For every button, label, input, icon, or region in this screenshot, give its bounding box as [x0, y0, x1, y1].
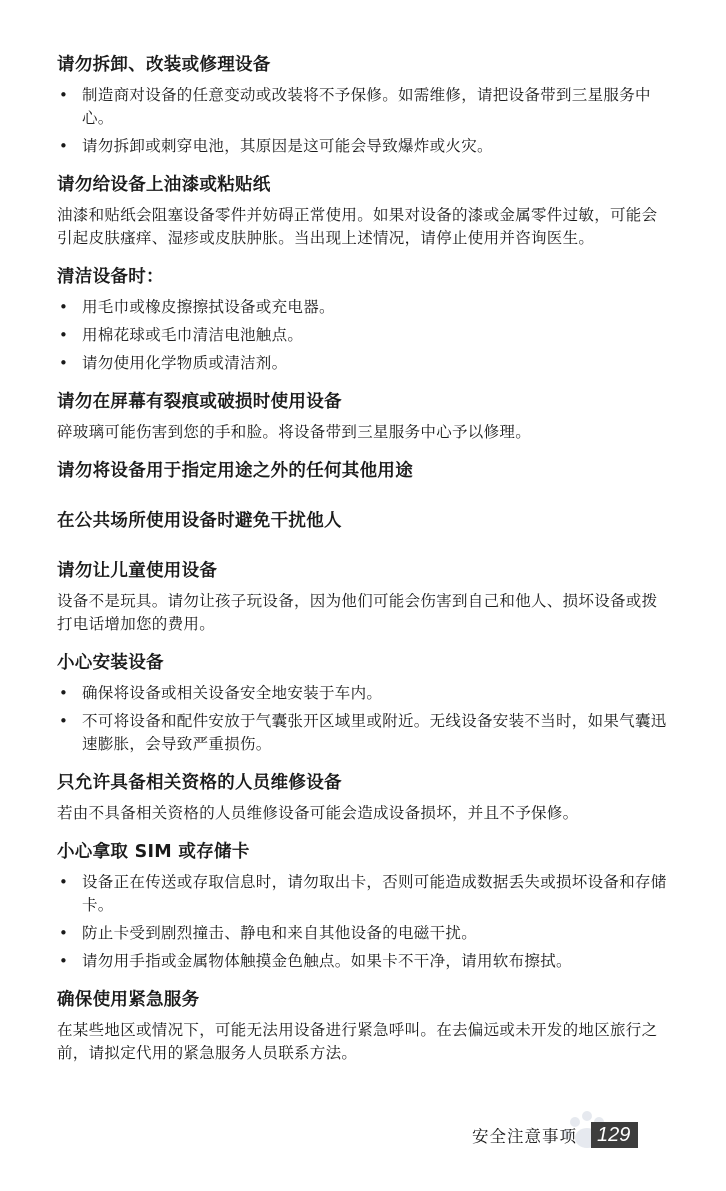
section-cleaning	[57, 264, 667, 375]
list-item	[57, 950, 667, 973]
section-body: 碎玻璃可能伤害到您的手和脸。将设备带到三星服务中心予以修理。	[57, 423, 532, 441]
section-no-disassembly	[57, 52, 667, 158]
bullet-icon: •	[59, 684, 69, 702]
bullet-icon: •	[59, 924, 69, 942]
list-item-text: 设备正在传送或存取信息时，请勿取出卡，否则可能造成数据丢失或损坏设备和存储卡。	[82, 873, 667, 914]
bullet-icon: •	[59, 298, 69, 316]
section-heading: 清洁设备时：	[57, 267, 164, 287]
bullet-icon: •	[59, 952, 69, 970]
section-heading: 请勿在屏幕有裂痕或破损时使用设备	[57, 392, 342, 412]
bullet-list	[57, 296, 667, 375]
list-item-text: 请勿使用化学物质或清洁剂。	[82, 354, 288, 372]
section-install	[57, 650, 667, 756]
section-heading: 小心拿取 SIM 或存储卡	[57, 842, 250, 862]
list-item	[57, 135, 667, 158]
section-heading: 请勿让儿童使用设备	[57, 561, 218, 581]
bullet-list	[57, 84, 667, 158]
section-body: 若由不具备相关资格的人员维修设备可能会造成设备损坏，并且不予保修。	[57, 804, 579, 822]
page-number: 129	[591, 1122, 638, 1148]
list-item-text: 制造商对设备的任意变动或改装将不予保修。如需维修，请把设备带到三星服务中心。	[82, 86, 651, 127]
section-heading: 确保使用紧急服务	[57, 990, 200, 1010]
page-footer	[472, 1122, 638, 1148]
section-heading: 请勿将设备用于指定用途之外的任何其他用途	[57, 461, 413, 481]
section-heading: 请勿给设备上油漆或粘贴纸	[57, 175, 271, 195]
bullet-icon: •	[59, 354, 69, 372]
list-item	[57, 871, 667, 917]
list-item	[57, 324, 667, 347]
section-emergency	[57, 987, 667, 1065]
list-item-text: 请勿拆卸或刺穿电池，其原因是这可能会导致爆炸或火灾。	[82, 137, 493, 155]
list-item	[57, 710, 667, 756]
section-qualified-service	[57, 770, 667, 825]
section-intended-use	[57, 458, 667, 484]
section-heading: 请勿拆卸、改装或修理设备	[57, 55, 271, 75]
list-item	[57, 682, 667, 705]
section-cracked-screen	[57, 389, 667, 444]
section-body: 在某些地区或情况下，可能无法用设备进行紧急呼叫。在去偏远或未开发的地区旅行之前，请拟定代用的紧急服务人员联系方法。	[57, 1021, 658, 1062]
list-item	[57, 352, 667, 375]
section-sim-card	[57, 839, 667, 973]
list-item-text: 确保将设备或相关设备安全地安装于车内。	[82, 684, 383, 702]
section-heading: 只允许具备相关资格的人员维修设备	[57, 773, 342, 793]
section-public-places	[57, 508, 667, 534]
list-item-text: 请勿用手指或金属物体触摸金色触点。如果卡不干净，请用软布擦拭。	[82, 952, 572, 970]
list-item	[57, 84, 667, 130]
list-item	[57, 922, 667, 945]
bullet-icon: •	[59, 873, 69, 891]
bullet-list	[57, 871, 667, 973]
footer-title: 安全注意事项	[472, 1127, 577, 1146]
section-no-paint	[57, 172, 667, 250]
bullet-icon: •	[59, 86, 69, 104]
document-page	[57, 52, 667, 1079]
list-item-text: 用棉花球或毛巾清洁电池触点。	[82, 326, 304, 344]
section-children	[57, 558, 667, 636]
list-item	[57, 296, 667, 319]
bullet-list	[57, 682, 667, 756]
list-item-text: 用毛巾或橡皮擦擦拭设备或充电器。	[82, 298, 335, 316]
bullet-icon: •	[59, 712, 69, 730]
bullet-icon: •	[59, 137, 69, 155]
section-body: 设备不是玩具。请勿让孩子玩设备，因为他们可能会伤害到自己和他人、损坏设备或拨打电话增加您的费用。	[57, 592, 658, 633]
list-item-text: 不可将设备和配件安放于气囊张开区域里或附近。无线设备安装不当时，如果气囊迅速膨胀，会导致严重损伤。	[82, 712, 667, 753]
section-heading: 小心安装设备	[57, 653, 164, 673]
list-item-text: 防止卡受到剧烈撞击、静电和来自其他设备的电磁干扰。	[82, 924, 478, 942]
section-body: 油漆和贴纸会阻塞设备零件并妨碍正常使用。如果对设备的漆或金属零件过敏，可能会引起皮肤瘙痒、湿疹或皮肤肿胀。当出现上述情况，请停止使用并咨询医生。	[57, 206, 658, 247]
bullet-icon: •	[59, 326, 69, 344]
section-heading: 在公共场所使用设备时避免干扰他人	[57, 511, 342, 531]
